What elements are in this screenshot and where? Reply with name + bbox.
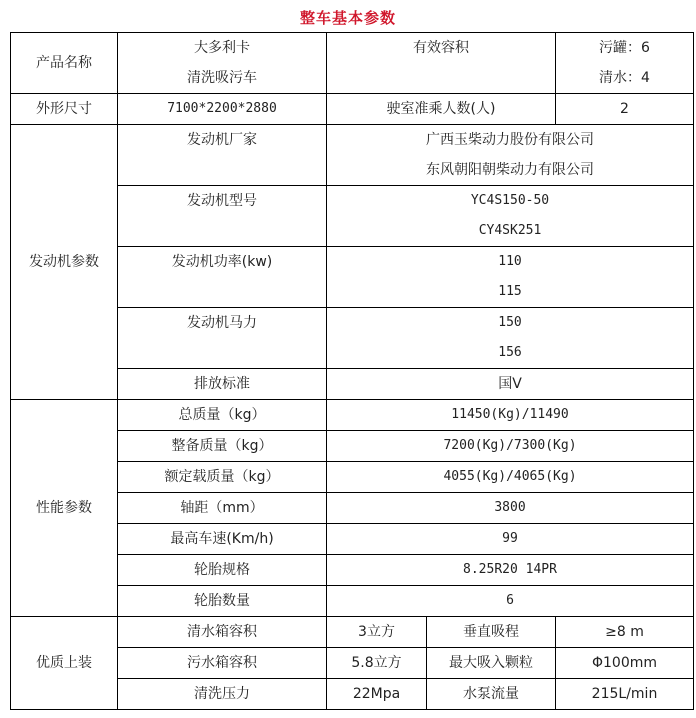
particle-label: 最大吸入颗粒 [427,648,556,679]
capacity-label: 有效容积 [327,33,556,94]
tire-count-value: 6 [327,586,694,617]
flow-label: 水泵流量 [427,679,556,710]
engine-power-2: 115 [327,277,694,308]
rated-load-value: 4055(Kg)/4065(Kg) [327,462,694,493]
clean-tank-label: 清水箱容积 [118,617,327,648]
clean-tank-value: 3立方 [327,617,427,648]
pressure-label: 清洗压力 [118,679,327,710]
table-row [11,617,694,648]
tire-count-label: 轮胎数量 [118,586,327,617]
top-speed-label: 最高车速(Km/h) [118,524,327,555]
wheelbase-label: 轴距（mm） [118,493,327,524]
page-title: 整车基本参数 [299,9,396,27]
tire-spec-label: 轮胎规格 [118,555,327,586]
product-name-line1: 大多利卡 [118,33,327,64]
suction-value: ≥8 m [556,617,694,648]
sewage-capacity: 污罐：6 [556,33,694,64]
cab-seats-value: 2 [556,94,694,125]
wheelbase-value: 3800 [327,493,694,524]
engine-power-1: 110 [327,247,694,278]
emission-value: 国Ⅴ [327,369,694,400]
curb-mass-value: 7200(Kg)/7300(Kg) [327,431,694,462]
flow-value: 215L/min [556,679,694,710]
curb-mass-label: 整备质量（kg） [118,431,327,462]
engine-model-2: CY4SK251 [327,216,694,247]
product-name-line2: 清洗吸污车 [118,63,327,94]
engine-group-label: 发动机参数 [11,125,118,400]
engine-model-1: YC4S150-50 [327,186,694,217]
engine-maker-2: 东风朝阳朝柴动力有限公司 [327,155,694,186]
upper-group-label: 优质上装 [11,617,118,710]
total-mass-label: 总质量（kg） [118,400,327,431]
table-row [11,94,694,125]
cab-seats-label: 驶室准乘人数(人) [327,94,556,125]
water-capacity: 清水：4 [556,63,694,94]
engine-model-label: 发动机型号 [118,186,327,217]
sewage-tank-value: 5.8立方 [327,648,427,679]
table-row [11,400,694,431]
emission-label: 排放标准 [118,369,327,400]
engine-hp-2: 156 [327,338,694,369]
engine-hp-1: 150 [327,308,694,339]
spec-table [10,32,694,710]
suction-label: 垂直吸程 [427,617,556,648]
dimension-label: 外形尺寸 [11,94,118,125]
tire-spec-value: 8.25R20 14PR [327,555,694,586]
rated-load-label: 额定载质量（kg） [118,462,327,493]
particle-value: Φ100mm [556,648,694,679]
product-name-label: 产品名称 [11,33,118,94]
sewage-tank-label: 污水箱容积 [118,648,327,679]
performance-group-label: 性能参数 [11,400,118,617]
engine-power-label: 发动机功率(kw) [118,247,327,278]
table-row [11,125,694,156]
pressure-value: 22Mpa [327,679,427,710]
total-mass-value: 11450(Kg)/11490 [327,400,694,431]
engine-maker-1: 广西玉柴动力股份有限公司 [327,125,694,156]
engine-hp-label: 发动机马力 [118,308,327,339]
dimension-value: 7100*2200*2880 [118,94,327,125]
engine-maker-label: 发动机厂家 [118,125,327,156]
table-row [11,33,694,64]
top-speed-value: 99 [327,524,694,555]
